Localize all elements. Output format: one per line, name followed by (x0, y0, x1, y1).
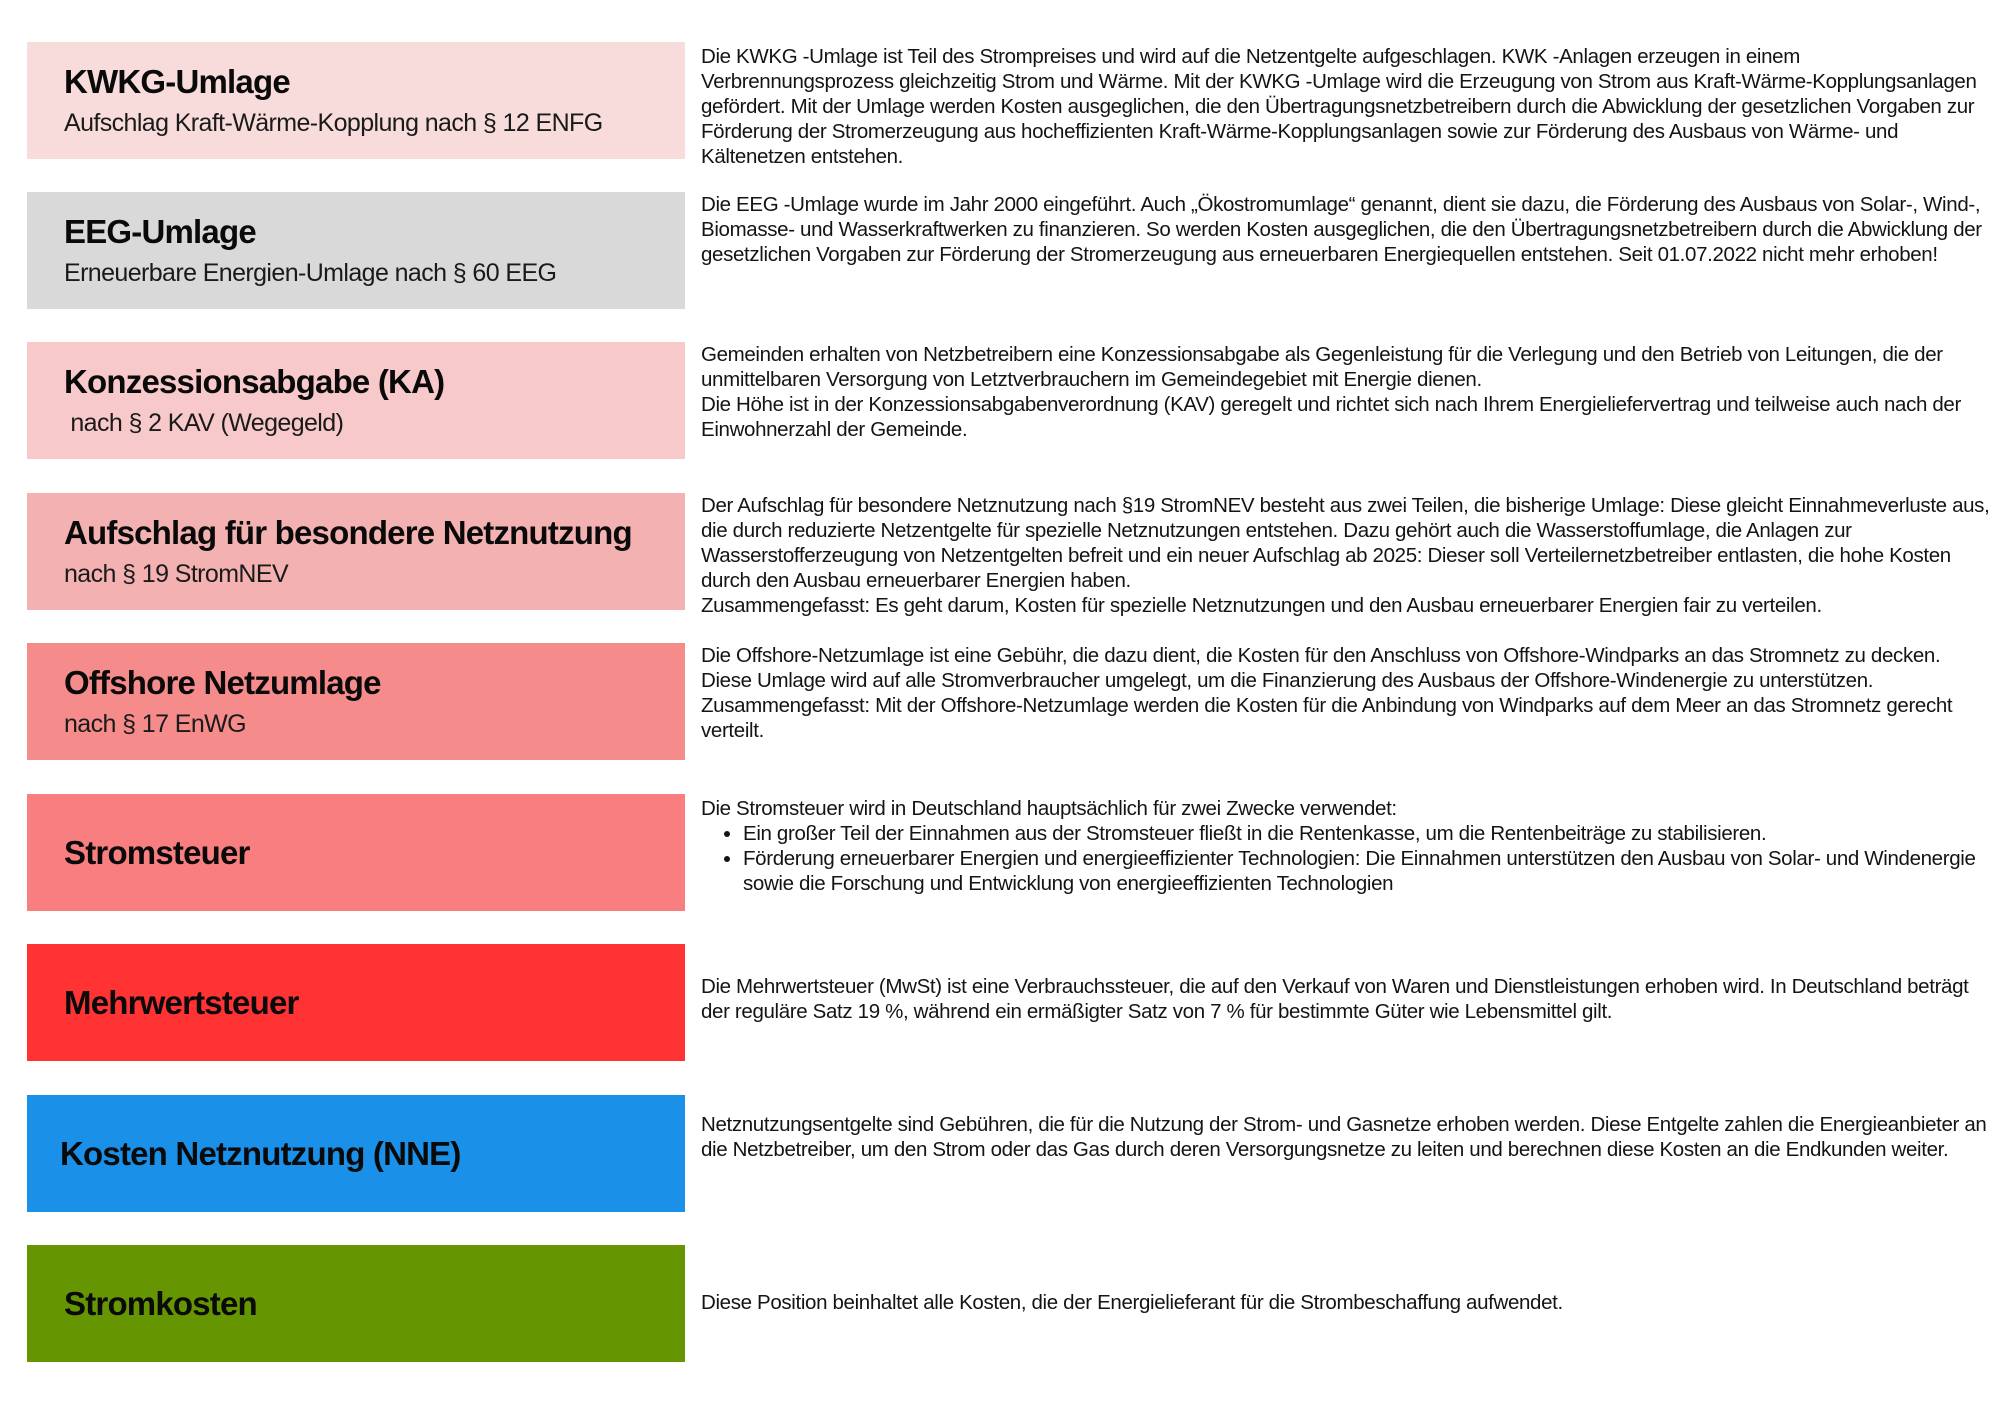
label-box (27, 342, 685, 459)
description-paragraph: Gemeinden erhalten von Netzbetreibern eine Konzessionsabgabe als Gegenleistung für die Verlegung und den Betrieb von Leitungen, die der unmittelbaren Versorgung von Letztverbrauchern im Gemeindegebiet mit Energie dienen. (701, 343, 1943, 391)
item-description (701, 192, 1996, 267)
label-box (27, 944, 685, 1061)
item-subtitle: Aufschlag Kraft-Wärme-Kopplung nach § 12 ENFG (64, 108, 603, 137)
row-stromkosten (0, 1245, 2000, 1362)
label-box (27, 1095, 685, 1212)
description-paragraph: Die Höhe ist in der Konzessionsabgabenverordnung (KAV) geregelt und richtet sich nach Ihrem Energieliefervertrag und teilweise auch nach der Einwohnerzahl der Gemeinde. (701, 393, 1961, 441)
item-title: Offshore Netzumlage (64, 663, 381, 701)
item-subtitle: nach § 17 EnWG (64, 709, 246, 738)
row-konzessionsabgabe (0, 342, 2000, 459)
description-paragraph: Die KWKG -Umlage ist Teil des Strompreises und wird auf die Netzentgelte aufgeschlagen. KWK -Anlagen erzeugen in einem Verbrennungsprozess gleichzeitig Strom und Wärme. Mit der KWKG -Umlage wird die Erzeugung von Strom aus Kraft-Wärme-Kopplungsanlagen gefördert. Mit der Umlage werden Kosten ausgeglichen, die den Übertragungsnetzbetreibern durch die Abwicklung der gesetzlichen Vorgaben zur Förderung der Stromerzeugung aus hocheffizienten Kraft-Wärme-Kopplungsanlagen sowie zur Förderung des Ausbaus von Wärme- und Kältenetzen entstehen. (701, 45, 1977, 168)
row-kosten-netznutzung (0, 1095, 2000, 1212)
label-box (27, 794, 685, 911)
row-kwkg-umlage (0, 42, 2000, 168)
label-box (27, 1245, 685, 1362)
item-description (701, 342, 1996, 442)
item-description (701, 1112, 1996, 1162)
row-stromsteuer (0, 794, 2000, 911)
description-paragraph: Zusammengefasst: Mit der Offshore-Netzumlage werden die Kosten für die Anbindung von Windparks auf dem Meer an das Stromnetz gerecht verteilt. (701, 694, 1953, 742)
description-paragraph: Netznutzungsentgelte sind Gebühren, die für die Nutzung der Strom- und Gasnetze erhoben werden. Diese Entgelte zahlen die Energieanbieter an die Netzbetreiber, um den Strom oder das Gas durch deren Versorgungsnetze zu leiten und berechnen diese Kosten an die Endkunden weiter. (701, 1113, 1987, 1161)
item-subtitle: Erneuerbare Energien-Umlage nach § 60 EEG (64, 258, 557, 287)
item-title: Stromkosten (64, 1284, 257, 1322)
row-mehrwertsteuer (0, 944, 2000, 1061)
item-title: Stromsteuer (64, 833, 250, 871)
row-aufschlag-besondere-netznutzung (0, 493, 2000, 617)
bullet-list (701, 821, 1996, 896)
row-eeg-umlage (0, 192, 2000, 309)
item-description (701, 1290, 1996, 1315)
item-title: Aufschlag für besondere Netznutzung (64, 513, 632, 551)
label-box (27, 42, 685, 159)
label-box (27, 192, 685, 309)
label-box (27, 643, 685, 760)
description-paragraph: Diese Position beinhaltet alle Kosten, die der Energielieferant für die Strombeschaffung aufwendet. (701, 1291, 1563, 1314)
description-paragraph: Die Offshore-Netzumlage ist eine Gebühr, die dazu dient, die Kosten für den Anschluss von Offshore-Windparks an das Stromnetz zu decken. Diese Umlage wird auf alle Stromverbraucher umgelegt, um die Finanzierung des Ausbaus der Offshore-Windenergie zu unterstützen. (701, 644, 1941, 692)
description-paragraph: Die Mehrwertsteuer (MwSt) ist eine Verbrauchssteuer, die auf den Verkauf von Waren und Dienstleistungen erhoben wird. In Deutschland beträgt der reguläre Satz 19 %, während ein ermäßigter Satz von 7 % für bestimmte Güter wie Lebensmittel gilt. (701, 975, 1969, 1023)
item-title: Mehrwertsteuer (64, 983, 299, 1021)
item-description (701, 974, 1996, 1024)
item-subtitle: nach § 19 StromNEV (64, 559, 289, 588)
description-paragraph: Die Stromsteuer wird in Deutschland hauptsächlich für zwei Zwecke verwendet: (701, 797, 1397, 820)
item-title: KWKG-Umlage (64, 62, 290, 100)
bullet-item: • Ein großer Teil der Einnahmen aus der Stromsteuer fließt in die Rentenkasse, um die Rentenbeiträge zu stabilisieren. (743, 821, 1996, 846)
item-title: EEG-Umlage (64, 212, 256, 250)
item-title: Kosten Netznutzung (NNE) (60, 1134, 461, 1172)
description-paragraph: Der Aufschlag für besondere Netznutzung nach §19 StromNEV besteht aus zwei Teilen, die bisherige Umlage: Diese gleicht Einnahmeverluste aus, die durch reduzierte Netzentgelte für spezielle Netznutzungen entstehen. Dazu gehört auch die Wasserstoffumlage, die Anlagen zur Wasserstofferzeugung von Netzentgelten befreit und ein neuer Aufschlag ab 2025: Dieser soll Verteilernetzbetreiber entlasten, die hohe Kosten durch den Ausbau erneuerbarer Energien haben. (701, 494, 1990, 592)
item-description (701, 493, 1996, 618)
item-title: Konzessionsabgabe (KA) (64, 362, 445, 400)
item-description (701, 44, 1996, 169)
item-description (701, 643, 1996, 743)
item-description (701, 796, 1996, 896)
item-subtitle: nach § 2 KAV (Wegegeld) (64, 408, 344, 437)
row-offshore-netzumlage (0, 643, 2000, 760)
description-paragraph: Die EEG -Umlage wurde im Jahr 2000 eingeführt. Auch „Ökostromumlage“ genannt, dient sie dazu, die Förderung des Ausbaus von Solar-, Wind-, Biomasse- und Wasserkraftwerken zu finanzieren. So werden Kosten ausgeglichen, die den Übertragungsnetzbetreibern durch die Abwicklung der gesetzlichen Vorgaben zur Förderung der Stromerzeugung aus erneuerbaren Energiequellen entstehen. Seit 01.07.2022 nicht mehr erhoben! (701, 193, 1982, 266)
bullet-item: • Förderung erneuerbarer Energien und energieeffizienter Technologien: Die Einnahmen unterstützen den Ausbau von Solar- und Windenergie sowie die Forschung und Entwicklung von energieeffizienten Technologien (743, 846, 1996, 896)
description-paragraph: Zusammengefasst: Es geht darum, Kosten für spezielle Netznutzungen und den Ausbau erneuerbarer Energien fair zu verteilen. (701, 594, 1822, 617)
label-box (27, 493, 685, 610)
